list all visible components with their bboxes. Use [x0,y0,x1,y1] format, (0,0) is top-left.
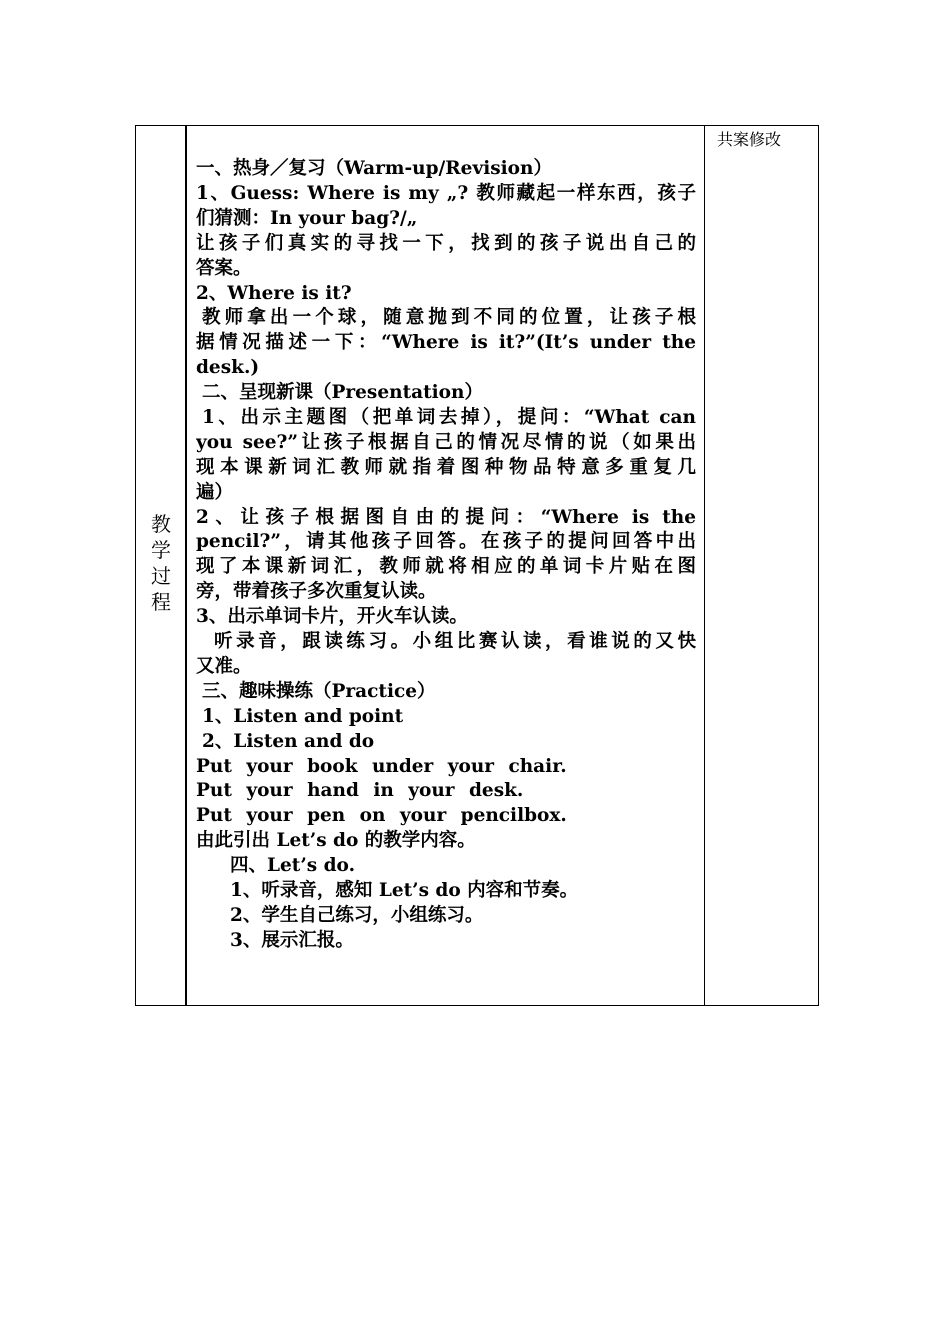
content-line: Put your book under your chair. [196,755,567,777]
section-label-char: 过 [151,564,171,588]
content-line: 现了本课新词汇，教师就将相应的单词卡片贴在图 [196,556,696,578]
content-line: 四、Let’s do. [230,855,356,877]
content-line: 1、Guess: Where is my „? 教师藏起一样东西，孩子 [196,182,696,204]
content-line: 们猜测：In your bag?/„ [196,207,418,229]
section-label-char: 教 [151,512,171,536]
content-line: 让孩子们真实的寻找一下，找到的孩子说出自己的 [196,232,696,254]
content-line: 遍） [196,481,234,503]
content-line: 由此引出 Let’s do 的教学内容。 [196,830,476,852]
content-line: 2、Where is it? [196,282,352,304]
content-line: 1、Listen and point [202,705,404,727]
content-line: desk.) [196,357,260,379]
content-line: 3、出示单词卡片，开火车认读。 [196,606,468,628]
section-label-char: 程 [151,590,171,614]
column-divider [186,126,187,1005]
content-line: 三、趣味操练（Practice） [202,680,436,702]
content-line: 2、学生自己练习，小组练习。 [230,905,484,927]
content-line: 一、热身／复习（Warm-up/Revision） [196,158,552,179]
content-line: 3、展示汇报。 [230,929,354,951]
lesson-content [196,157,696,954]
lesson-content-cell [188,126,705,1005]
section-label [136,511,186,615]
content-line: 2、Listen and do [202,730,375,752]
notes-cell [705,126,818,1005]
content-line: 答案。 [196,257,252,279]
content-line: 1、出示主题图（把单词去掉），提问：“What can [202,407,696,428]
section-label-cell [136,126,186,1005]
section-label-char: 学 [151,538,171,562]
content-line: you see?”让孩子根据自己的情况尽情的说（如果出 [196,431,696,453]
content-line: Put your pen on your pencilbox. [196,805,567,827]
content-line: 又准。 [196,655,252,677]
content-line: 1、听录音，感知 Let’s do 内容和节奏。 [230,880,579,902]
notes-header: 共案修改 [717,130,782,149]
content-line: 听录音，跟读练习。小组比赛认读，看谁说的又快 [214,631,696,653]
content-line: pencil?”，请其他孩子回答。在孩子的提问回答中出 [196,531,696,553]
content-line: 二、呈现新课（Presentation） [202,382,483,404]
content-line: Put your hand in your desk. [196,780,524,802]
content-line: 旁，带着孩子多次重复认读。 [196,581,437,603]
lesson-table [135,125,819,1006]
content-line: 据情况描述一下：“Where is it?”(It’s under the [196,332,696,354]
content-line: 现本课新词汇教师就指着图种物品特意多重复几 [196,456,696,478]
content-line: 2、让孩子根据图自由的提问：“Where is the [196,506,696,528]
content-line: 教师拿出一个球，随意抛到不同的位置，让孩子根 [202,307,696,329]
